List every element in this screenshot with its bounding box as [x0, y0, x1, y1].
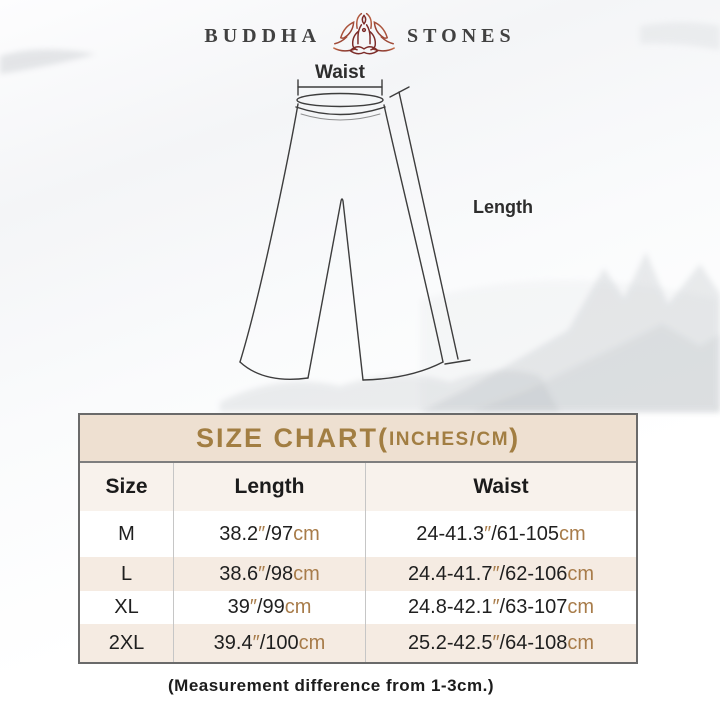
waist-cell: 24-41.3 ″ /61-105 cm [416, 522, 586, 545]
length-cell: 39 ″ /99 cm [174, 591, 366, 624]
waistband-seam [296, 107, 385, 115]
size-cell: M [80, 511, 174, 557]
table-row [80, 511, 636, 557]
brand-name-right: STONES [407, 24, 516, 47]
length-tick-bottom [445, 360, 470, 364]
brand-logo [0, 10, 720, 62]
table-header-row [80, 463, 636, 511]
size-table-body [80, 511, 636, 662]
title-main: SIZE CHART( [195, 422, 389, 453]
right-leg-outer [384, 105, 443, 362]
size-chart-title [80, 415, 636, 463]
title-units: INCHES/CM [388, 428, 510, 450]
table-row [80, 591, 636, 624]
title-close: ) [509, 422, 521, 453]
right-hem [363, 362, 443, 380]
column-header-length: Length [174, 463, 366, 511]
table-row [80, 557, 636, 591]
left-hem [240, 362, 308, 379]
length-label: Length [473, 197, 533, 217]
measurement-note: (Measurement difference from 1-3cm.) [168, 676, 494, 695]
inner-legs [308, 199, 363, 380]
size-cell: L [80, 557, 174, 591]
lotus-meditation-icon [333, 10, 395, 62]
length-cell: 38.6 ″ /98 cm [174, 557, 366, 591]
waistband-ellipse [297, 94, 383, 107]
column-header-waist: Waist [473, 475, 529, 498]
length-cell: 38.2 ″ /97 cm [174, 511, 366, 557]
size-cell: XL [80, 591, 174, 624]
size-chart-table [78, 413, 638, 664]
left-leg-outer [240, 104, 298, 362]
table-row [80, 624, 636, 662]
length-measure-line [399, 92, 458, 359]
waist-cell: 25.2-42.5 ″ /64-108 cm [407, 631, 595, 654]
brand-name-left: BUDDHA [204, 24, 322, 47]
column-header-size: Size [80, 463, 174, 511]
waist-cell: 24.4-41.7 ″ /62-106 cm [407, 562, 595, 585]
length-cell: 39.4 ″ /100 cm [174, 624, 366, 662]
size-cell: 2XL [80, 624, 174, 662]
waist-label: Waist [315, 62, 365, 83]
waist-cell: 24.8-42.1 ″ /63-107 cm [407, 596, 595, 618]
